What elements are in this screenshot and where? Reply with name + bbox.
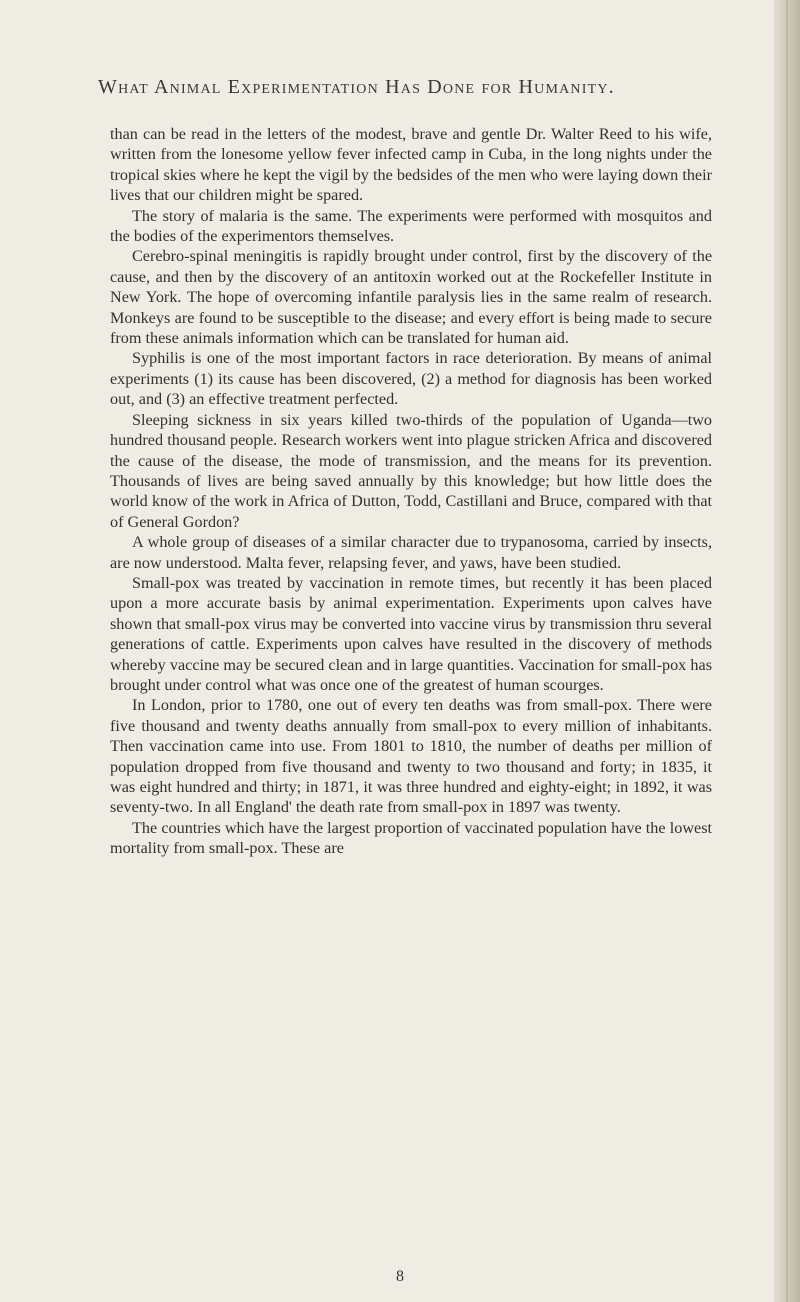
- paragraph: A whole group of diseases of a similar character due to trypanosoma, carried by insects, are now understood. Malta fever, relapsing fever, and yaws, have been studied.: [110, 533, 712, 572]
- page-number: 8: [396, 1268, 404, 1285]
- paragraph: Small-pox was treated by vaccination in remote times, but recently it has been placed upon a more accurate basis by animal experimentation. Experiments upon calves have shown that small-pox virus may be converted into vaccine virus by transmission thru several generations of cattle. Experiments upon calves have resulted in the discovery of methods whereby vaccine may be secured clean and in large quantities. Vaccination for small-pox has brought under control what was once one of the greatest of human scourges.: [110, 573, 712, 694]
- running-head: What Animal Experimentation Has Done for Humanity.: [98, 76, 615, 98]
- body-text: [110, 124, 712, 859]
- paragraph: Syphilis is one of the most important factors in race deterioration. By means of animal experiments (1) its cause has been discovered, (2) a method for diagnosis has been worked out, and (3) an effective treatment perfected.: [110, 349, 712, 409]
- paragraph: Sleeping sickness in six years killed two-thirds of the population of Uganda—two hundred thousand people. Research workers went into plague stricken Africa and discovered the cause of the disease, the mode of transmission, and the means for its prevention. Thousands of lives are being saved annually by this knowledge; but how little does the world know of the work in Africa of Dutton, Todd, Castillani and Bruce, compared with that of General Gordon?: [110, 410, 712, 531]
- paragraph: The story of malaria is the same. The experiments were performed with mosquitos and the bodies of the experimentors themselves.: [110, 206, 712, 246]
- binding-shadow-line: [786, 0, 788, 1302]
- paragraph: The countries which have the largest proportion of vaccinated population have the lowest mortality from small-pox. These are: [110, 818, 712, 858]
- paragraph: In London, prior to 1780, one out of every ten deaths was from small-pox. There were five thousand and twenty deaths annually from small-pox to every million of inhabitants. Then vaccination came into use. From 1801 to 1810, the number of deaths per million of population dropped from five thousand and twenty to two thousand and forty; in 1835, it was eight hundred and thirty; in 1871, it was three hundred and eighty-eight; in 1892, it was seventy-two. In all England' the death rate from small-pox in 1897 was twenty.: [110, 696, 712, 817]
- paragraph: than can be read in the letters of the modest, brave and gentle Dr. Walter Reed to his wife, written from the lonesome yellow fever infected camp in Cuba, in the long nights under the tropical skies where he kept the vigil by the bedsides of the men who were laying down their lives that our children might be spared.: [110, 125, 712, 205]
- paragraph: Cerebro-spinal meningitis is rapidly brought under control, first by the discovery of the cause, and then by the discovery of an antitoxin worked out at the Rockefeller Institute in New York. The hope of overcoming infantile paralysis lies in the same realm of research. Monkeys are found to be susceptible to the disease; and every effort is being made to secure from these animals information which can be translated for human aid.: [110, 247, 712, 348]
